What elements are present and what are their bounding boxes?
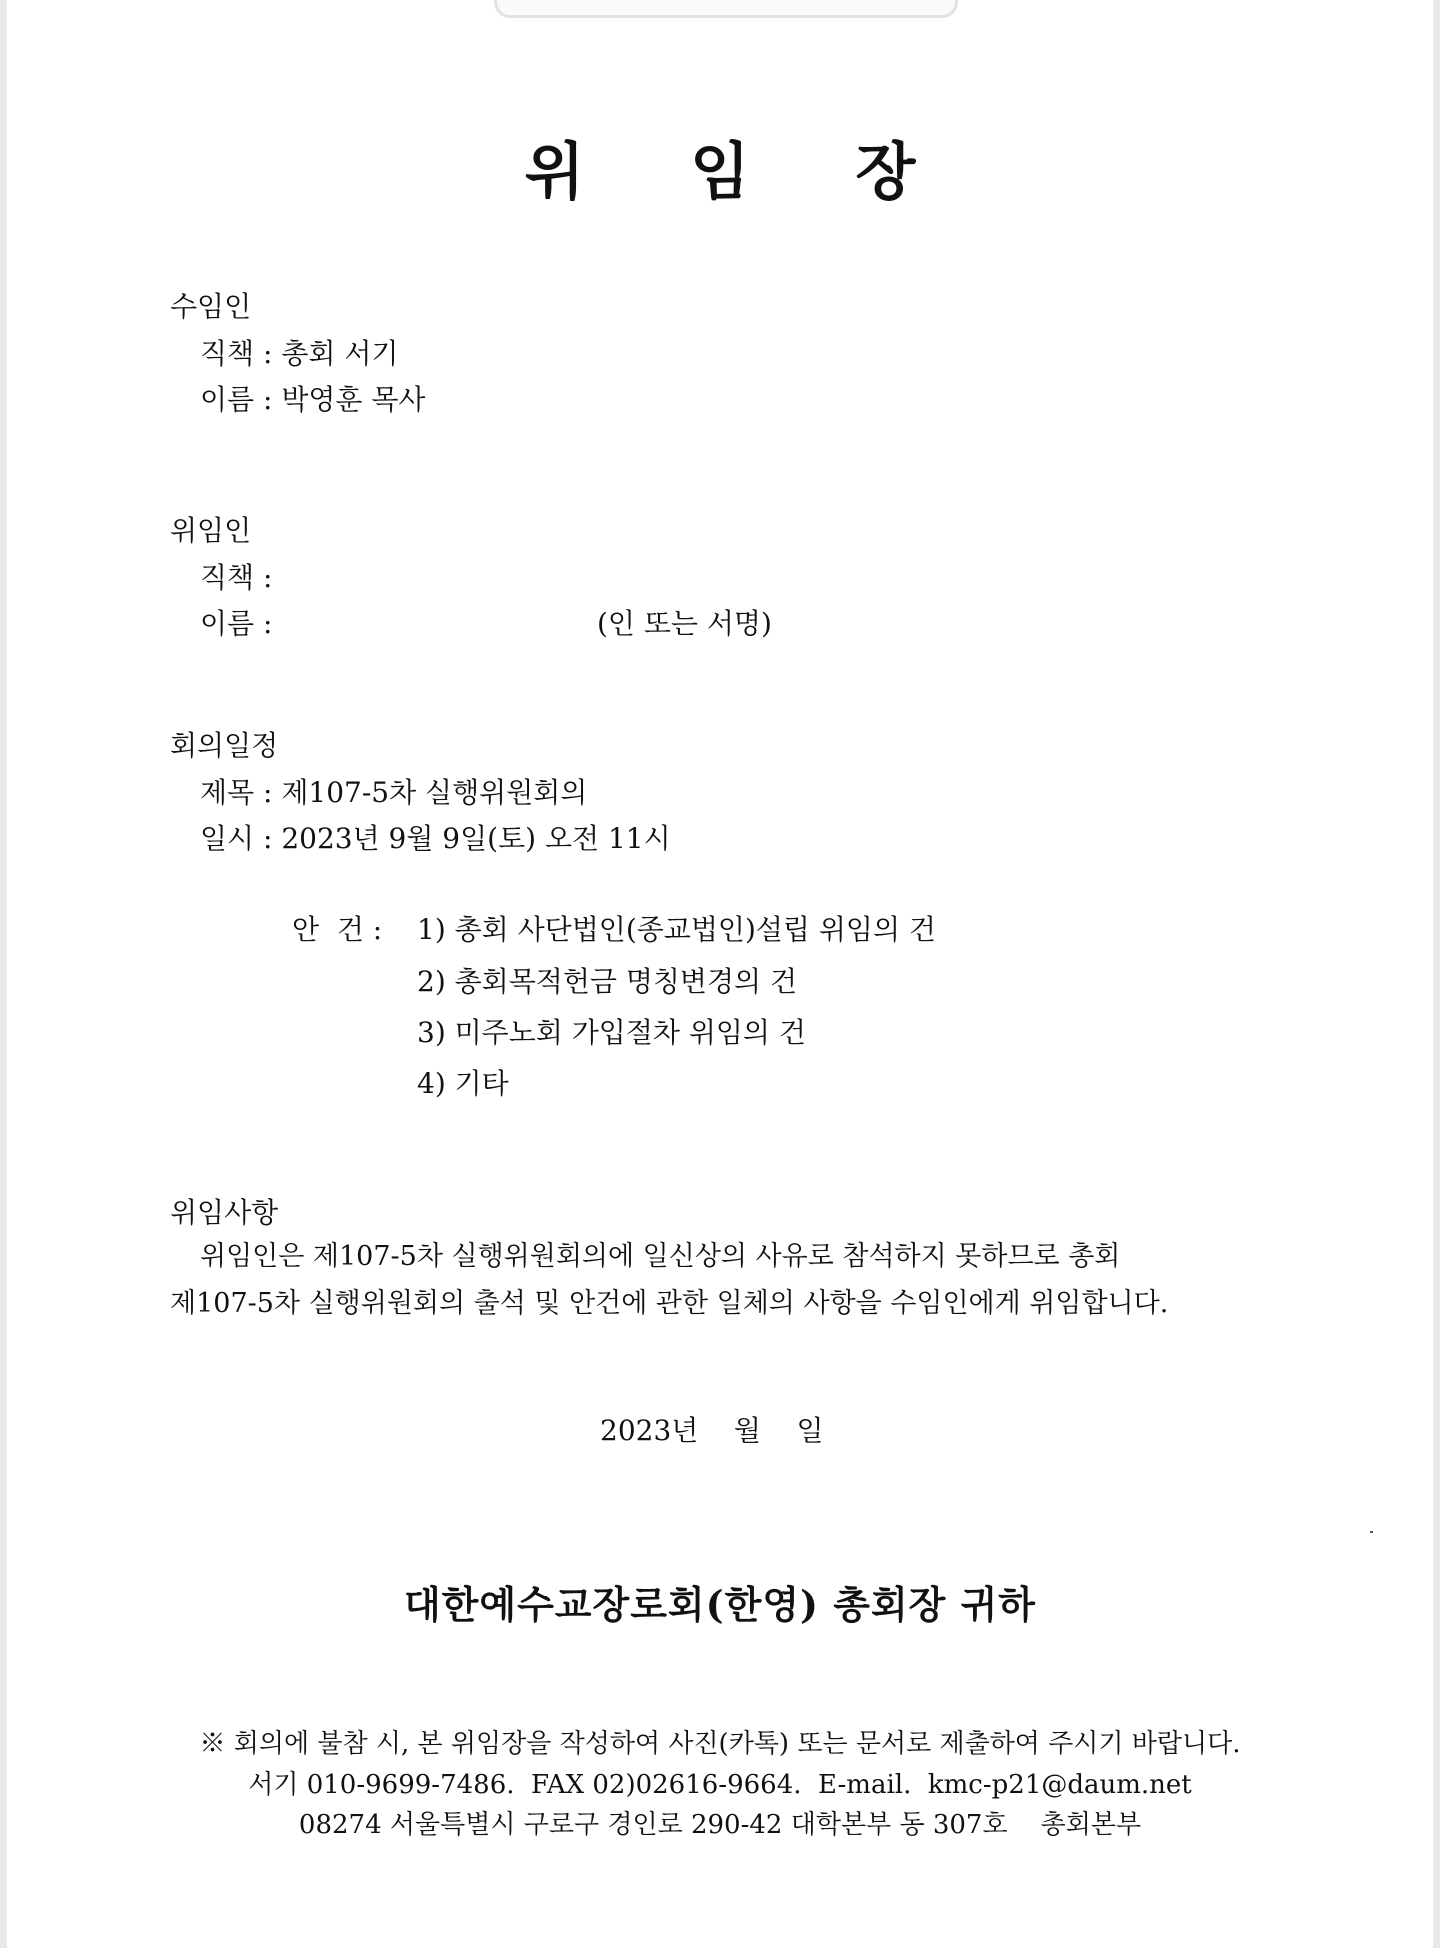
mandatary-heading: 수임인: [170, 290, 252, 323]
agenda-label: 안 건 :: [292, 913, 383, 946]
address-line: 08274 서울특별시 구로구 경인로 290-42 대학본부 동 307호 총회본부: [298, 1810, 1142, 1840]
addressee: 대한예수교장로회(한영) 총회장 귀하: [403, 1582, 1037, 1627]
contact-line: 서기 010-9699-7486. FAX 02)02616-9664. E-mail. kmc-p21@daum.net: [248, 1770, 1192, 1800]
agenda-item: 1) 총회 사단법인(종교법인)설립 위임의 건: [417, 913, 936, 946]
agenda-item: 4) 기타: [417, 1067, 509, 1100]
mandator-position: 직책 :: [200, 561, 273, 594]
mandatary-name: 이름 : 박영훈 목사: [200, 383, 426, 416]
mandator-heading: 위임인: [170, 514, 252, 547]
mandator-name: 이름 :: [200, 607, 273, 640]
viewer-top-handle[interactable]: [494, 0, 958, 18]
signing-date: 2023년 월 일: [600, 1414, 824, 1447]
delegation-line-2: 제107-5차 실행위원회의 출석 및 안건에 관한 일체의 사항을 수임인에게 위임합니다.: [170, 1288, 1169, 1319]
meeting-subject: 제목 : 제107-5차 실행위원회의: [200, 776, 588, 809]
meeting-datetime: 일시 : 2023년 9월 9일(토) 오전 11시: [200, 822, 671, 855]
delegation-line-1: 위임인은 제107-5차 실행위원회의에 일신상의 사유로 참석하지 못하므로 총회: [200, 1241, 1121, 1272]
agenda-item: 3) 미주노회 가입절차 위임의 건: [417, 1016, 806, 1049]
document-page: [7, 0, 1433, 1948]
seal-note: (인 또는 서명): [597, 607, 772, 640]
delegation-heading: 위임사항: [170, 1196, 279, 1229]
meeting-heading: 회의일정: [170, 729, 279, 762]
submission-notice: ※ 회의에 불참 시, 본 위임장을 작성하여 사진(카톡) 또는 문서로 제출하여 주시기 바랍니다.: [199, 1729, 1241, 1759]
agenda-item: 2) 총회목적헌금 명칭변경의 건: [417, 965, 798, 998]
document-title: 위 임 장: [524, 135, 958, 208]
mandatary-position: 직책 : 총회 서기: [200, 337, 399, 370]
scan-speck: [1370, 1531, 1373, 1533]
